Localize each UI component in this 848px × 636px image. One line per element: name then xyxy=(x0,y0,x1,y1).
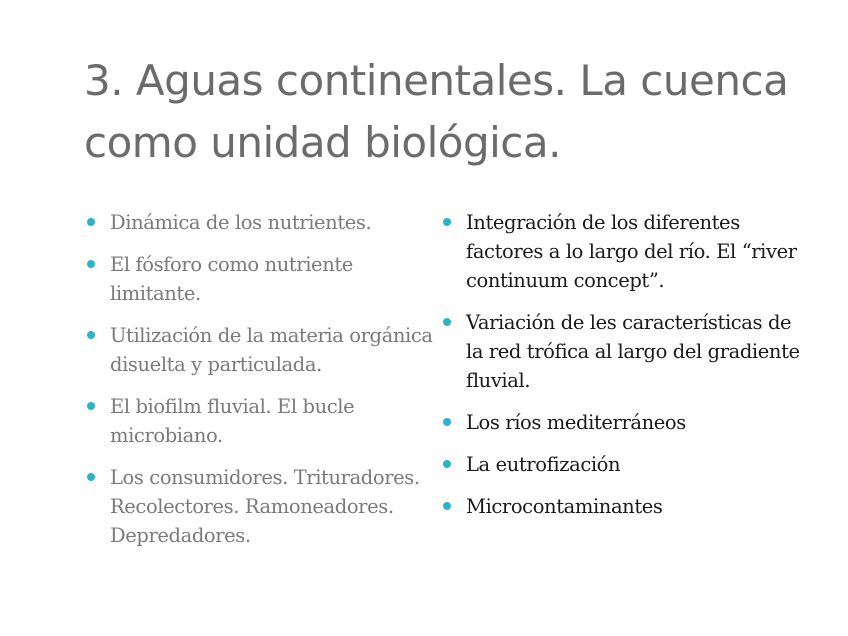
list-item-text: Dinámica de los nutrientes. xyxy=(110,211,372,234)
bullet-icon xyxy=(87,473,95,481)
list-item-text: Microcontaminantes xyxy=(466,495,663,518)
list-item-text: El fósforo como nutriente limitante. xyxy=(110,253,353,305)
list-item-text: Variación de les características de la red trófica al largo del gradiente fluvial. xyxy=(466,311,800,392)
list-item xyxy=(86,321,436,379)
bullet-icon xyxy=(87,260,95,268)
slide-title-line-1: 3. Aguas continentales. La cuenca xyxy=(84,56,789,105)
right-bullet-list xyxy=(442,208,802,534)
list-item-text: Utilización de la materia orgánica disuelta y particulada. xyxy=(110,324,433,376)
list-item xyxy=(86,392,436,450)
list-item xyxy=(442,308,802,395)
bullet-icon xyxy=(443,218,451,226)
bullet-icon xyxy=(443,318,451,326)
list-item-text: Integración de los diferentes factores a lo largo del río. El “river continuum concept”. xyxy=(466,211,797,292)
list-item-text: La eutrofización xyxy=(466,453,621,476)
list-item xyxy=(86,250,436,308)
bullet-icon xyxy=(87,402,95,410)
bullet-icon xyxy=(443,502,451,510)
list-item xyxy=(442,450,802,479)
bullet-icon xyxy=(87,331,95,339)
bullet-icon xyxy=(443,418,451,426)
list-item xyxy=(86,208,436,237)
list-item xyxy=(442,408,802,437)
bullet-icon xyxy=(87,218,95,226)
bullet-icon xyxy=(443,460,451,468)
slide-title-line-2: como unidad biológica. xyxy=(84,118,561,167)
slide-title xyxy=(84,50,814,174)
list-item-text: Los ríos mediterráneos xyxy=(466,411,686,434)
left-bullet-list xyxy=(86,208,436,563)
list-item xyxy=(442,208,802,295)
list-item xyxy=(86,463,436,550)
list-item-text: Los consumidores. Trituradores. Recolectores. Ramoneadores. Depredadores. xyxy=(110,466,420,547)
list-item xyxy=(442,492,802,521)
list-item-text: El biofilm fluvial. El bucle microbiano. xyxy=(110,395,355,447)
